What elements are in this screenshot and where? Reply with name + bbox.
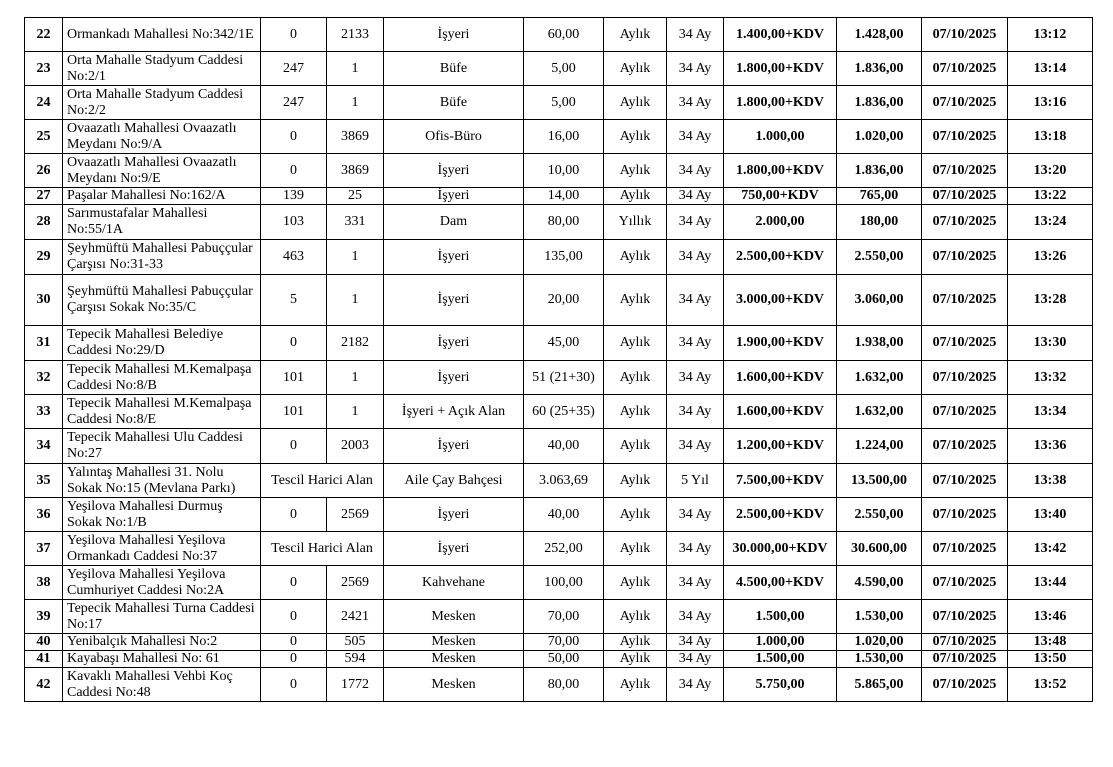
table-row <box>25 600 1093 634</box>
usage-type-cell: Mesken <box>384 651 524 668</box>
tender-time-cell: 13:28 <box>1008 275 1093 326</box>
deposit-cell: 1.224,00 <box>837 429 922 464</box>
period-cell: Aylık <box>604 566 667 600</box>
table-row <box>25 651 1093 668</box>
ada-cell: 0 <box>261 154 327 188</box>
duration-cell: 34 Ay <box>667 120 724 154</box>
deposit-cell: 1.938,00 <box>837 326 922 361</box>
tender-date-cell: 07/10/2025 <box>922 154 1008 188</box>
estimated-rent-cell: 1.500,00 <box>724 651 837 668</box>
ada-cell: 463 <box>261 240 327 275</box>
parsel-cell: 1 <box>327 361 384 395</box>
row-number-cell: 37 <box>25 532 63 566</box>
parsel-cell: 1772 <box>327 668 384 702</box>
usage-type-cell: Mesken <box>384 600 524 634</box>
parsel-cell: 1 <box>327 240 384 275</box>
row-number-cell: 38 <box>25 566 63 600</box>
area-cell: 252,00 <box>524 532 604 566</box>
address-cell: Şeyhmüftü Mahallesi Pabuççular Çarşısı Sokak No:35/C <box>63 275 261 326</box>
row-number-cell: 31 <box>25 326 63 361</box>
period-cell: Aylık <box>604 395 667 429</box>
table-row <box>25 634 1093 651</box>
parsel-cell: 3869 <box>327 154 384 188</box>
row-number-cell: 42 <box>25 668 63 702</box>
deposit-cell: 1.428,00 <box>837 18 922 52</box>
deposit-cell: 1.530,00 <box>837 600 922 634</box>
ada-cell: 0 <box>261 566 327 600</box>
duration-cell: 5 Yıl <box>667 464 724 498</box>
tender-date-cell: 07/10/2025 <box>922 532 1008 566</box>
duration-cell: 34 Ay <box>667 361 724 395</box>
address-cell: Yenibalçık Mahallesi No:2 <box>63 634 261 651</box>
row-number-cell: 40 <box>25 634 63 651</box>
usage-type-cell: İşyeri <box>384 18 524 52</box>
ada-cell: Tescil Harici Alan <box>261 464 384 498</box>
tender-date-cell: 07/10/2025 <box>922 205 1008 240</box>
tender-date-cell: 07/10/2025 <box>922 86 1008 120</box>
parsel-cell: 331 <box>327 205 384 240</box>
tender-time-cell: 13:48 <box>1008 634 1093 651</box>
area-cell: 20,00 <box>524 275 604 326</box>
duration-cell: 34 Ay <box>667 566 724 600</box>
deposit-cell: 1.836,00 <box>837 154 922 188</box>
ada-cell: 5 <box>261 275 327 326</box>
duration-cell: 34 Ay <box>667 154 724 188</box>
address-cell: Tepecik Mahallesi M.Kemalpaşa Caddesi No:8/E <box>63 395 261 429</box>
address-cell: Şeyhmüftü Mahallesi Pabuççular Çarşısı No:31-33 <box>63 240 261 275</box>
tender-time-cell: 13:46 <box>1008 600 1093 634</box>
usage-type-cell: İşyeri <box>384 532 524 566</box>
period-cell: Aylık <box>604 275 667 326</box>
period-cell: Aylık <box>604 498 667 532</box>
parsel-cell: 25 <box>327 188 384 205</box>
tender-date-cell: 07/10/2025 <box>922 275 1008 326</box>
duration-cell: 34 Ay <box>667 498 724 532</box>
area-cell: 50,00 <box>524 651 604 668</box>
area-cell: 5,00 <box>524 86 604 120</box>
estimated-rent-cell: 2.000,00 <box>724 205 837 240</box>
estimated-rent-cell: 1.800,00+KDV <box>724 154 837 188</box>
duration-cell: 34 Ay <box>667 532 724 566</box>
tender-date-cell: 07/10/2025 <box>922 634 1008 651</box>
usage-type-cell: Aile Çay Bahçesi <box>384 464 524 498</box>
address-cell: Orta Mahalle Stadyum Caddesi No:2/2 <box>63 86 261 120</box>
estimated-rent-cell: 750,00+KDV <box>724 188 837 205</box>
address-cell: Paşalar Mahallesi No:162/A <box>63 188 261 205</box>
estimated-rent-cell: 1.500,00 <box>724 600 837 634</box>
duration-cell: 34 Ay <box>667 52 724 86</box>
table-row <box>25 188 1093 205</box>
parsel-cell: 3869 <box>327 120 384 154</box>
tender-time-cell: 13:44 <box>1008 566 1093 600</box>
period-cell: Aylık <box>604 326 667 361</box>
tender-time-cell: 13:18 <box>1008 120 1093 154</box>
address-cell: Sarımustafalar Mahallesi No:55/1A <box>63 205 261 240</box>
tender-date-cell: 07/10/2025 <box>922 464 1008 498</box>
address-cell: Yeşilova Mahallesi Yeşilova Cumhuriyet Caddesi No:2A <box>63 566 261 600</box>
duration-cell: 34 Ay <box>667 634 724 651</box>
parsel-cell: 2133 <box>327 18 384 52</box>
estimated-rent-cell: 2.500,00+KDV <box>724 240 837 275</box>
period-cell: Aylık <box>604 240 667 275</box>
table-row <box>25 395 1093 429</box>
usage-type-cell: Ofis-Büro <box>384 120 524 154</box>
estimated-rent-cell: 1.000,00 <box>724 120 837 154</box>
row-number-cell: 22 <box>25 18 63 52</box>
estimated-rent-cell: 7.500,00+KDV <box>724 464 837 498</box>
ada-cell: 247 <box>261 52 327 86</box>
estimated-rent-cell: 1.800,00+KDV <box>724 52 837 86</box>
ada-cell: 103 <box>261 205 327 240</box>
tender-time-cell: 13:42 <box>1008 532 1093 566</box>
duration-cell: 34 Ay <box>667 205 724 240</box>
deposit-cell: 2.550,00 <box>837 498 922 532</box>
tender-time-cell: 13:24 <box>1008 205 1093 240</box>
estimated-rent-cell: 1.200,00+KDV <box>724 429 837 464</box>
estimated-rent-cell: 1.600,00+KDV <box>724 395 837 429</box>
ada-cell: 0 <box>261 634 327 651</box>
row-number-cell: 26 <box>25 154 63 188</box>
row-number-cell: 33 <box>25 395 63 429</box>
tender-date-cell: 07/10/2025 <box>922 240 1008 275</box>
ada-cell: 0 <box>261 600 327 634</box>
estimated-rent-cell: 1.000,00 <box>724 634 837 651</box>
parsel-cell: 505 <box>327 634 384 651</box>
area-cell: 51 (21+30) <box>524 361 604 395</box>
deposit-cell: 1.836,00 <box>837 86 922 120</box>
ada-cell: 0 <box>261 651 327 668</box>
period-cell: Aylık <box>604 464 667 498</box>
area-cell: 70,00 <box>524 634 604 651</box>
area-cell: 14,00 <box>524 188 604 205</box>
ada-cell: 0 <box>261 668 327 702</box>
row-number-cell: 23 <box>25 52 63 86</box>
table-row <box>25 18 1093 52</box>
duration-cell: 34 Ay <box>667 188 724 205</box>
table-row <box>25 498 1093 532</box>
tender-date-cell: 07/10/2025 <box>922 668 1008 702</box>
usage-type-cell: Büfe <box>384 52 524 86</box>
period-cell: Aylık <box>604 52 667 86</box>
ada-cell: 0 <box>261 120 327 154</box>
tender-time-cell: 13:40 <box>1008 498 1093 532</box>
deposit-cell: 1.020,00 <box>837 634 922 651</box>
tender-time-cell: 13:20 <box>1008 154 1093 188</box>
address-cell: Tepecik Mahallesi M.Kemalpaşa Caddesi No:8/B <box>63 361 261 395</box>
address-cell: Ovaazatlı Mahallesi Ovaazatlı Meydanı No:9/A <box>63 120 261 154</box>
ada-cell: 0 <box>261 498 327 532</box>
address-cell: Kayabaşı Mahallesi No: 61 <box>63 651 261 668</box>
deposit-cell: 1.836,00 <box>837 52 922 86</box>
row-number-cell: 35 <box>25 464 63 498</box>
area-cell: 45,00 <box>524 326 604 361</box>
tender-date-cell: 07/10/2025 <box>922 120 1008 154</box>
period-cell: Aylık <box>604 651 667 668</box>
address-cell: Tepecik Mahallesi Belediye Caddesi No:29/D <box>63 326 261 361</box>
period-cell: Aylık <box>604 188 667 205</box>
usage-type-cell: İşyeri <box>384 188 524 205</box>
tender-time-cell: 13:50 <box>1008 651 1093 668</box>
area-cell: 40,00 <box>524 429 604 464</box>
duration-cell: 34 Ay <box>667 668 724 702</box>
area-cell: 60,00 <box>524 18 604 52</box>
ada-cell: 0 <box>261 326 327 361</box>
estimated-rent-cell: 30.000,00+KDV <box>724 532 837 566</box>
parsel-cell: 1 <box>327 275 384 326</box>
area-cell: 70,00 <box>524 600 604 634</box>
deposit-cell: 3.060,00 <box>837 275 922 326</box>
tender-time-cell: 13:22 <box>1008 188 1093 205</box>
estimated-rent-cell: 4.500,00+KDV <box>724 566 837 600</box>
tender-date-cell: 07/10/2025 <box>922 600 1008 634</box>
usage-type-cell: Dam <box>384 205 524 240</box>
estimated-rent-cell: 1.600,00+KDV <box>724 361 837 395</box>
area-cell: 10,00 <box>524 154 604 188</box>
row-number-cell: 36 <box>25 498 63 532</box>
parsel-cell: 2569 <box>327 566 384 600</box>
tender-time-cell: 13:36 <box>1008 429 1093 464</box>
duration-cell: 34 Ay <box>667 86 724 120</box>
estimated-rent-cell: 1.900,00+KDV <box>724 326 837 361</box>
usage-type-cell: Kahvehane <box>384 566 524 600</box>
deposit-cell: 5.865,00 <box>837 668 922 702</box>
table-row <box>25 532 1093 566</box>
row-number-cell: 30 <box>25 275 63 326</box>
estimated-rent-cell: 2.500,00+KDV <box>724 498 837 532</box>
period-cell: Aylık <box>604 429 667 464</box>
table-row <box>25 361 1093 395</box>
tender-date-cell: 07/10/2025 <box>922 498 1008 532</box>
deposit-cell: 4.590,00 <box>837 566 922 600</box>
parsel-cell: 594 <box>327 651 384 668</box>
table-row <box>25 154 1093 188</box>
estimated-rent-cell: 5.750,00 <box>724 668 837 702</box>
area-cell: 16,00 <box>524 120 604 154</box>
area-cell: 80,00 <box>524 205 604 240</box>
parsel-cell: 1 <box>327 52 384 86</box>
usage-type-cell: Mesken <box>384 668 524 702</box>
period-cell: Aylık <box>604 18 667 52</box>
usage-type-cell: İşyeri <box>384 429 524 464</box>
area-cell: 60 (25+35) <box>524 395 604 429</box>
table-row <box>25 429 1093 464</box>
parsel-cell: 1 <box>327 395 384 429</box>
tender-date-cell: 07/10/2025 <box>922 18 1008 52</box>
row-number-cell: 27 <box>25 188 63 205</box>
usage-type-cell: İşyeri <box>384 240 524 275</box>
tender-date-cell: 07/10/2025 <box>922 361 1008 395</box>
table-row <box>25 275 1093 326</box>
duration-cell: 34 Ay <box>667 326 724 361</box>
tender-time-cell: 13:38 <box>1008 464 1093 498</box>
duration-cell: 34 Ay <box>667 600 724 634</box>
usage-type-cell: İşyeri <box>384 326 524 361</box>
tender-date-cell: 07/10/2025 <box>922 395 1008 429</box>
table-row <box>25 240 1093 275</box>
table-row <box>25 52 1093 86</box>
ada-cell: 0 <box>261 429 327 464</box>
period-cell: Aylık <box>604 120 667 154</box>
deposit-cell: 13.500,00 <box>837 464 922 498</box>
tender-time-cell: 13:14 <box>1008 52 1093 86</box>
usage-type-cell: Büfe <box>384 86 524 120</box>
row-number-cell: 24 <box>25 86 63 120</box>
row-number-cell: 41 <box>25 651 63 668</box>
deposit-cell: 765,00 <box>837 188 922 205</box>
estimated-rent-cell: 1.400,00+KDV <box>724 18 837 52</box>
tender-date-cell: 07/10/2025 <box>922 188 1008 205</box>
area-cell: 40,00 <box>524 498 604 532</box>
address-cell: Ovaazatlı Mahallesi Ovaazatlı Meydanı No:9/E <box>63 154 261 188</box>
period-cell: Aylık <box>604 634 667 651</box>
row-number-cell: 32 <box>25 361 63 395</box>
parsel-cell: 1 <box>327 86 384 120</box>
tender-time-cell: 13:34 <box>1008 395 1093 429</box>
table-body <box>25 18 1093 702</box>
usage-type-cell: İşyeri + Açık Alan <box>384 395 524 429</box>
parsel-cell: 2421 <box>327 600 384 634</box>
deposit-cell: 2.550,00 <box>837 240 922 275</box>
ada-cell: 247 <box>261 86 327 120</box>
table-row <box>25 120 1093 154</box>
estimated-rent-cell: 3.000,00+KDV <box>724 275 837 326</box>
period-cell: Aylık <box>604 532 667 566</box>
usage-type-cell: İşyeri <box>384 154 524 188</box>
table-row <box>25 566 1093 600</box>
estimated-rent-cell: 1.800,00+KDV <box>724 86 837 120</box>
area-cell: 5,00 <box>524 52 604 86</box>
tender-date-cell: 07/10/2025 <box>922 651 1008 668</box>
row-number-cell: 39 <box>25 600 63 634</box>
period-cell: Aylık <box>604 86 667 120</box>
ada-cell: 0 <box>261 18 327 52</box>
usage-type-cell: İşyeri <box>384 275 524 326</box>
duration-cell: 34 Ay <box>667 18 724 52</box>
duration-cell: 34 Ay <box>667 240 724 275</box>
period-cell: Yıllık <box>604 205 667 240</box>
ada-cell: 101 <box>261 361 327 395</box>
ada-cell: Tescil Harici Alan <box>261 532 384 566</box>
area-cell: 135,00 <box>524 240 604 275</box>
row-number-cell: 29 <box>25 240 63 275</box>
tender-time-cell: 13:52 <box>1008 668 1093 702</box>
address-cell: Yeşilova Mahallesi Yeşilova Ormankadı Caddesi No:37 <box>63 532 261 566</box>
address-cell: Tepecik Mahallesi Ulu Caddesi No:27 <box>63 429 261 464</box>
table-row <box>25 205 1093 240</box>
duration-cell: 34 Ay <box>667 395 724 429</box>
deposit-cell: 30.600,00 <box>837 532 922 566</box>
table-row <box>25 326 1093 361</box>
deposit-cell: 1.530,00 <box>837 651 922 668</box>
parsel-cell: 2003 <box>327 429 384 464</box>
area-cell: 80,00 <box>524 668 604 702</box>
ada-cell: 139 <box>261 188 327 205</box>
address-cell: Orta Mahalle Stadyum Caddesi No:2/1 <box>63 52 261 86</box>
address-cell: Yalıntaş Mahallesi 31. Nolu Sokak No:15 (Mevlana Parkı) <box>63 464 261 498</box>
deposit-cell: 1.632,00 <box>837 361 922 395</box>
tender-date-cell: 07/10/2025 <box>922 566 1008 600</box>
row-number-cell: 25 <box>25 120 63 154</box>
table-row <box>25 668 1093 702</box>
ada-cell: 101 <box>261 395 327 429</box>
duration-cell: 34 Ay <box>667 651 724 668</box>
deposit-cell: 1.632,00 <box>837 395 922 429</box>
tender-time-cell: 13:12 <box>1008 18 1093 52</box>
duration-cell: 34 Ay <box>667 429 724 464</box>
table-row <box>25 464 1093 498</box>
deposit-cell: 180,00 <box>837 205 922 240</box>
area-cell: 100,00 <box>524 566 604 600</box>
usage-type-cell: İşyeri <box>384 498 524 532</box>
row-number-cell: 28 <box>25 205 63 240</box>
address-cell: Kavaklı Mahallesi Vehbi Koç Caddesi No:48 <box>63 668 261 702</box>
tender-time-cell: 13:30 <box>1008 326 1093 361</box>
deposit-cell: 1.020,00 <box>837 120 922 154</box>
period-cell: Aylık <box>604 361 667 395</box>
period-cell: Aylık <box>604 600 667 634</box>
tender-time-cell: 13:26 <box>1008 240 1093 275</box>
parsel-cell: 2182 <box>327 326 384 361</box>
tender-time-cell: 13:16 <box>1008 86 1093 120</box>
period-cell: Aylık <box>604 154 667 188</box>
table-row <box>25 86 1093 120</box>
tender-date-cell: 07/10/2025 <box>922 52 1008 86</box>
tender-date-cell: 07/10/2025 <box>922 429 1008 464</box>
period-cell: Aylık <box>604 668 667 702</box>
row-number-cell: 34 <box>25 429 63 464</box>
usage-type-cell: Mesken <box>384 634 524 651</box>
parsel-cell: 2569 <box>327 498 384 532</box>
area-cell: 3.063,69 <box>524 464 604 498</box>
duration-cell: 34 Ay <box>667 275 724 326</box>
tender-table <box>24 17 1093 702</box>
tender-time-cell: 13:32 <box>1008 361 1093 395</box>
tender-date-cell: 07/10/2025 <box>922 326 1008 361</box>
usage-type-cell: İşyeri <box>384 361 524 395</box>
address-cell: Ormankadı Mahallesi No:342/1E <box>63 18 261 52</box>
address-cell: Tepecik Mahallesi Turna Caddesi No:17 <box>63 600 261 634</box>
address-cell: Yeşilova Mahallesi Durmuş Sokak No:1/B <box>63 498 261 532</box>
